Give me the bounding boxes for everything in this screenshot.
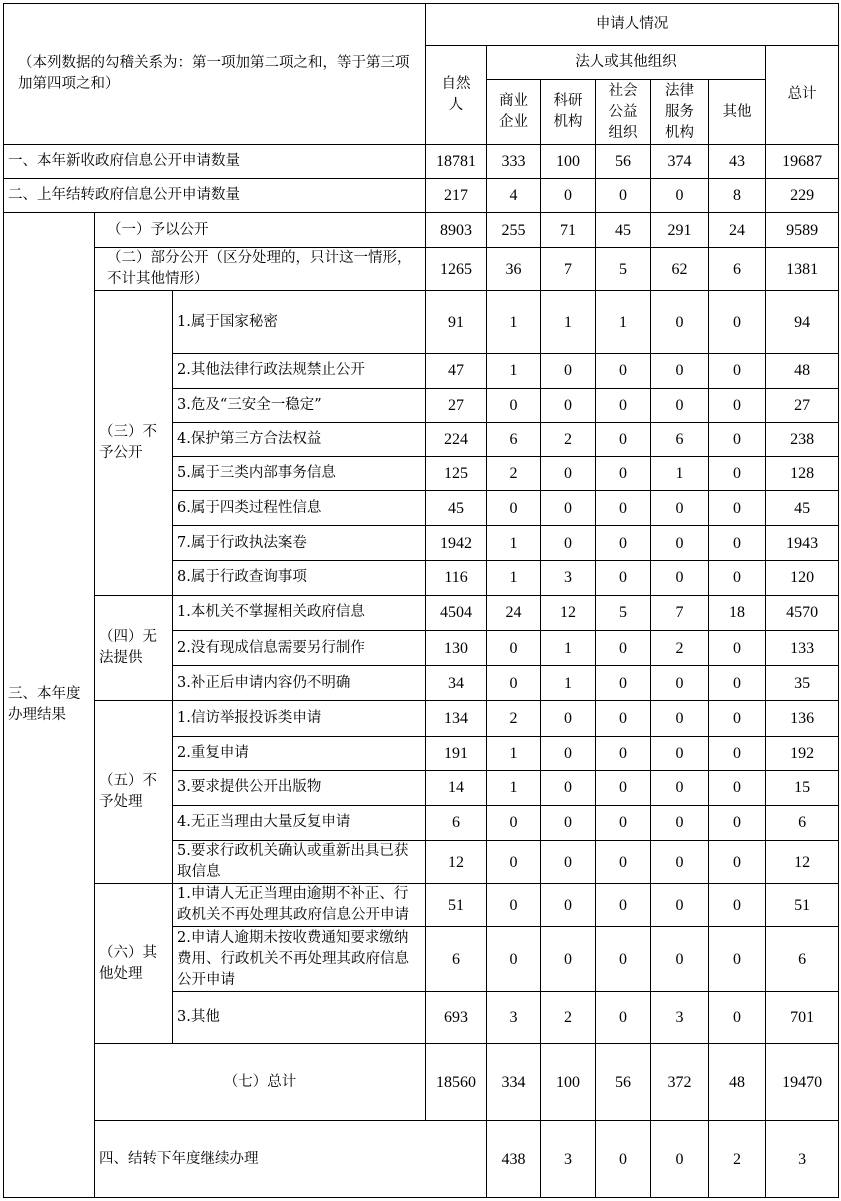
total-value-cell: 27 — [766, 388, 839, 422]
legal-service-header: 法律 服务 机构 — [651, 80, 709, 144]
value-cell: 1 — [596, 291, 651, 353]
value-cell: 56 — [596, 144, 651, 178]
value-cell: 0 — [596, 884, 651, 927]
value-cell: 1 — [541, 291, 596, 353]
value-cell: 0 — [651, 1121, 709, 1198]
value-cell: 1 — [651, 457, 709, 491]
total-value-cell: 15 — [766, 770, 839, 805]
table-row — [4, 595, 839, 630]
value-cell: 0 — [596, 841, 651, 884]
value-cell: 0 — [487, 884, 541, 927]
value-cell: 374 — [651, 144, 709, 178]
business-header: 商业 企业 — [487, 80, 541, 144]
total-value-cell: 19470 — [766, 1043, 839, 1120]
value-cell: 2 — [709, 1121, 766, 1198]
value-cell: 6 — [709, 248, 766, 291]
value-cell: 91 — [426, 291, 487, 353]
total-value-cell: 9589 — [766, 212, 839, 247]
value-cell: 18781 — [426, 144, 487, 178]
value-cell: 291 — [651, 212, 709, 247]
value-cell: 0 — [709, 701, 766, 736]
total-value-cell: 35 — [766, 666, 839, 701]
value-cell: 1 — [487, 736, 541, 770]
value-cell: 2 — [541, 991, 596, 1043]
value-cell: 0 — [487, 491, 541, 526]
value-cell: 0 — [651, 770, 709, 805]
value-cell: 438 — [487, 1121, 541, 1198]
total-value-cell: 120 — [766, 560, 839, 595]
value-cell: 0 — [541, 841, 596, 884]
value-cell: 0 — [596, 423, 651, 457]
row-label: 7.属于行政执法案卷 — [173, 526, 426, 560]
value-cell: 0 — [596, 991, 651, 1043]
value-cell: 0 — [596, 630, 651, 665]
value-cell: 1 — [487, 770, 541, 805]
value-cell: 0 — [709, 927, 766, 991]
row-label: 1.属于国家秘密 — [173, 291, 426, 353]
row-label: 3.要求提供公开出版物 — [173, 770, 426, 805]
total-value-cell: 12 — [766, 841, 839, 884]
value-cell: 372 — [651, 1043, 709, 1120]
value-cell: 0 — [596, 526, 651, 560]
row-label: 一、本年新收政府信息公开申请数量 — [4, 144, 426, 178]
value-cell: 4504 — [426, 595, 487, 630]
table-row — [4, 701, 839, 736]
value-cell: 0 — [709, 291, 766, 353]
row-label: （一）予以公开 — [95, 212, 426, 247]
total-value-cell: 238 — [766, 423, 839, 457]
value-cell: 48 — [709, 1043, 766, 1120]
value-cell: 0 — [709, 770, 766, 805]
value-cell: 0 — [651, 526, 709, 560]
public-welfare-header: 社会 公益 组织 — [596, 80, 651, 144]
value-cell: 693 — [426, 991, 487, 1043]
value-cell: 62 — [651, 248, 709, 291]
total-value-cell: 229 — [766, 178, 839, 212]
value-cell: 0 — [596, 560, 651, 595]
section3-label: 三、本年度办理结果 — [4, 212, 95, 1197]
value-cell: 0 — [709, 353, 766, 388]
row-label: 3.其他 — [173, 991, 426, 1043]
value-cell: 224 — [426, 423, 487, 457]
other-header: 其他 — [709, 80, 766, 144]
total-value-cell: 19687 — [766, 144, 839, 178]
value-cell: 0 — [596, 701, 651, 736]
total-header: 总计 — [766, 46, 839, 144]
total-value-cell: 48 — [766, 353, 839, 388]
value-cell: 0 — [596, 666, 651, 701]
value-cell: 116 — [426, 560, 487, 595]
value-cell: 0 — [709, 666, 766, 701]
row-label: 2.没有现成信息需要另行制作 — [173, 630, 426, 665]
value-cell: 0 — [541, 526, 596, 560]
total-value-cell: 4570 — [766, 595, 839, 630]
total-value-cell: 136 — [766, 701, 839, 736]
value-cell: 0 — [651, 353, 709, 388]
value-cell: 1 — [487, 560, 541, 595]
value-cell: 217 — [426, 178, 487, 212]
value-cell: 0 — [596, 388, 651, 422]
value-cell: 0 — [596, 1121, 651, 1198]
value-cell: 3 — [766, 1121, 839, 1198]
value-cell: 2 — [487, 701, 541, 736]
value-cell: 0 — [651, 701, 709, 736]
value-cell: 130 — [426, 630, 487, 665]
total-value-cell: 1381 — [766, 248, 839, 291]
value-cell: 134 — [426, 701, 487, 736]
value-cell: 0 — [541, 884, 596, 927]
value-cell: 0 — [541, 770, 596, 805]
row-label: 2.其他法律行政法规禁止公开 — [173, 353, 426, 388]
value-cell: 0 — [709, 630, 766, 665]
total-value-cell: 6 — [766, 927, 839, 991]
value-cell: 0 — [541, 353, 596, 388]
value-cell: 0 — [709, 841, 766, 884]
value-cell: 0 — [709, 884, 766, 927]
value-cell: 0 — [651, 666, 709, 701]
value-cell: 0 — [487, 630, 541, 665]
value-cell: 0 — [651, 884, 709, 927]
value-cell: 255 — [487, 212, 541, 247]
row-label: 2.申请人逾期未按收费通知要求缴纳费用、行政机关不再处理其政府信息公开申请 — [173, 927, 426, 991]
row-label: 1.信访举报投诉类申请 — [173, 701, 426, 736]
value-cell: 0 — [487, 841, 541, 884]
value-cell: 0 — [709, 491, 766, 526]
value-cell: 3 — [541, 560, 596, 595]
value-cell: 0 — [651, 291, 709, 353]
table-row — [4, 178, 839, 212]
value-cell: 2 — [541, 423, 596, 457]
row-label: 6.属于四类过程性信息 — [173, 491, 426, 526]
value-cell: 1 — [487, 353, 541, 388]
value-cell: 7 — [651, 595, 709, 630]
value-cell: 45 — [596, 212, 651, 247]
total-value-cell: 6 — [766, 805, 839, 840]
row-label: 8.属于行政查询事项 — [173, 560, 426, 595]
total-value-cell: 45 — [766, 491, 839, 526]
value-cell: 0 — [541, 457, 596, 491]
value-cell: 71 — [541, 212, 596, 247]
row-label: 5.要求行政机关确认或重新出具已获取信息 — [173, 841, 426, 884]
value-cell: 0 — [487, 927, 541, 991]
value-cell: 5 — [596, 595, 651, 630]
value-cell: 0 — [709, 388, 766, 422]
value-cell: 3 — [541, 1121, 596, 1198]
value-cell: 0 — [709, 560, 766, 595]
gov-info-disclosure-table — [3, 3, 839, 1198]
header-note-cell: （本列数据的勾稽关系为：第一项加第二项之和，等于第三项加第四项之和） — [4, 4, 426, 145]
value-cell: 6 — [426, 927, 487, 991]
other-process-group-label: （六）其他处理 — [95, 884, 173, 1044]
value-cell: 333 — [487, 144, 541, 178]
value-cell: 0 — [596, 178, 651, 212]
value-cell: 4 — [487, 178, 541, 212]
value-cell: 45 — [426, 491, 487, 526]
value-cell: 36 — [487, 248, 541, 291]
value-cell: 0 — [709, 457, 766, 491]
value-cell: 0 — [541, 178, 596, 212]
value-cell: 1 — [541, 630, 596, 665]
value-cell: 0 — [541, 491, 596, 526]
value-cell: 12 — [426, 841, 487, 884]
row-label: 二、上年结转政府信息公开申请数量 — [4, 178, 426, 212]
value-cell: 6 — [487, 423, 541, 457]
value-cell: 0 — [651, 178, 709, 212]
legal-other-header: 法人或其他组织 — [487, 46, 766, 80]
value-cell: 0 — [709, 526, 766, 560]
value-cell: 191 — [426, 736, 487, 770]
value-cell: 3 — [487, 991, 541, 1043]
value-cell: 0 — [541, 736, 596, 770]
table-row — [4, 1121, 839, 1198]
table-row — [4, 1043, 839, 1120]
value-cell: 56 — [596, 1043, 651, 1120]
subtotal-label: （七）总计 — [95, 1043, 426, 1120]
total-value-cell: 128 — [766, 457, 839, 491]
value-cell: 43 — [709, 144, 766, 178]
value-cell: 18560 — [426, 1043, 487, 1120]
value-cell: 7 — [541, 248, 596, 291]
value-cell: 125 — [426, 457, 487, 491]
value-cell: 0 — [541, 927, 596, 991]
value-cell: 0 — [651, 841, 709, 884]
value-cell: 6 — [426, 805, 487, 840]
value-cell: 2 — [651, 630, 709, 665]
value-cell: 0 — [596, 770, 651, 805]
value-cell: 51 — [426, 884, 487, 927]
total-value-cell: 133 — [766, 630, 839, 665]
value-cell: 1265 — [426, 248, 487, 291]
value-cell: 12 — [541, 595, 596, 630]
value-cell: 1 — [487, 291, 541, 353]
value-cell: 34 — [426, 666, 487, 701]
value-cell: 100 — [541, 1043, 596, 1120]
table-row — [4, 144, 839, 178]
value-cell: 0 — [596, 491, 651, 526]
row-label: 四、结转下年度继续办理 — [95, 1121, 487, 1198]
value-cell: 6 — [651, 423, 709, 457]
total-value-cell: 701 — [766, 991, 839, 1043]
value-cell: 0 — [487, 666, 541, 701]
value-cell: 0 — [596, 927, 651, 991]
unable-provide-group-label: （四）无法提供 — [95, 595, 173, 701]
value-cell: 0 — [487, 388, 541, 422]
total-value-cell: 1943 — [766, 526, 839, 560]
no-process-group-label: （五）不予处理 — [95, 701, 173, 884]
value-cell: 0 — [651, 491, 709, 526]
value-cell: 1 — [487, 526, 541, 560]
row-label: （二）部分公开（区分处理的，只计这一情形，不计其他情形） — [95, 248, 426, 291]
value-cell: 0 — [651, 805, 709, 840]
value-cell: 0 — [596, 805, 651, 840]
value-cell: 334 — [487, 1043, 541, 1120]
row-label: 3.危及“三安全一稳定” — [173, 388, 426, 422]
table-row — [4, 884, 839, 927]
value-cell: 18 — [709, 595, 766, 630]
value-cell: 0 — [651, 560, 709, 595]
header-row — [4, 4, 839, 46]
value-cell: 0 — [596, 457, 651, 491]
value-cell: 24 — [709, 212, 766, 247]
row-label: 4.保护第三方合法权益 — [173, 423, 426, 457]
value-cell: 8 — [709, 178, 766, 212]
table-row — [4, 212, 839, 247]
value-cell: 0 — [651, 388, 709, 422]
value-cell: 0 — [541, 805, 596, 840]
value-cell: 2 — [487, 457, 541, 491]
value-cell: 0 — [709, 423, 766, 457]
applicant-situation-header: 申请人情况 — [426, 4, 839, 46]
value-cell: 1 — [541, 666, 596, 701]
value-cell: 100 — [541, 144, 596, 178]
value-cell: 24 — [487, 595, 541, 630]
value-cell: 3 — [651, 991, 709, 1043]
value-cell: 0 — [651, 736, 709, 770]
total-value-cell: 192 — [766, 736, 839, 770]
table-row — [4, 291, 839, 353]
value-cell: 0 — [709, 736, 766, 770]
row-label: 4.无正当理由大量反复申请 — [173, 805, 426, 840]
row-label: 3.补正后申请内容仍不明确 — [173, 666, 426, 701]
value-cell: 1942 — [426, 526, 487, 560]
table-row — [4, 248, 839, 291]
value-cell: 0 — [541, 388, 596, 422]
research-header: 科研 机构 — [541, 80, 596, 144]
row-label: 1.本机关不掌握相关政府信息 — [173, 595, 426, 630]
natural-person-header: 自然 人 — [426, 46, 487, 144]
value-cell: 14 — [426, 770, 487, 805]
value-cell: 0 — [541, 701, 596, 736]
value-cell: 0 — [651, 927, 709, 991]
value-cell: 47 — [426, 353, 487, 388]
value-cell: 8903 — [426, 212, 487, 247]
value-cell: 0 — [596, 736, 651, 770]
value-cell: 27 — [426, 388, 487, 422]
value-cell: 0 — [596, 353, 651, 388]
value-cell: 0 — [487, 805, 541, 840]
value-cell: 0 — [709, 991, 766, 1043]
total-value-cell: 94 — [766, 291, 839, 353]
no-disclose-group-label: （三）不予公开 — [95, 291, 173, 595]
row-label: 2.重复申请 — [173, 736, 426, 770]
value-cell: 0 — [709, 805, 766, 840]
row-label: 1.申请人无正当理由逾期不补正、行政机关不再处理其政府信息公开申请 — [173, 884, 426, 927]
value-cell: 5 — [596, 248, 651, 291]
row-label: 5.属于三类内部事务信息 — [173, 457, 426, 491]
total-value-cell: 51 — [766, 884, 839, 927]
